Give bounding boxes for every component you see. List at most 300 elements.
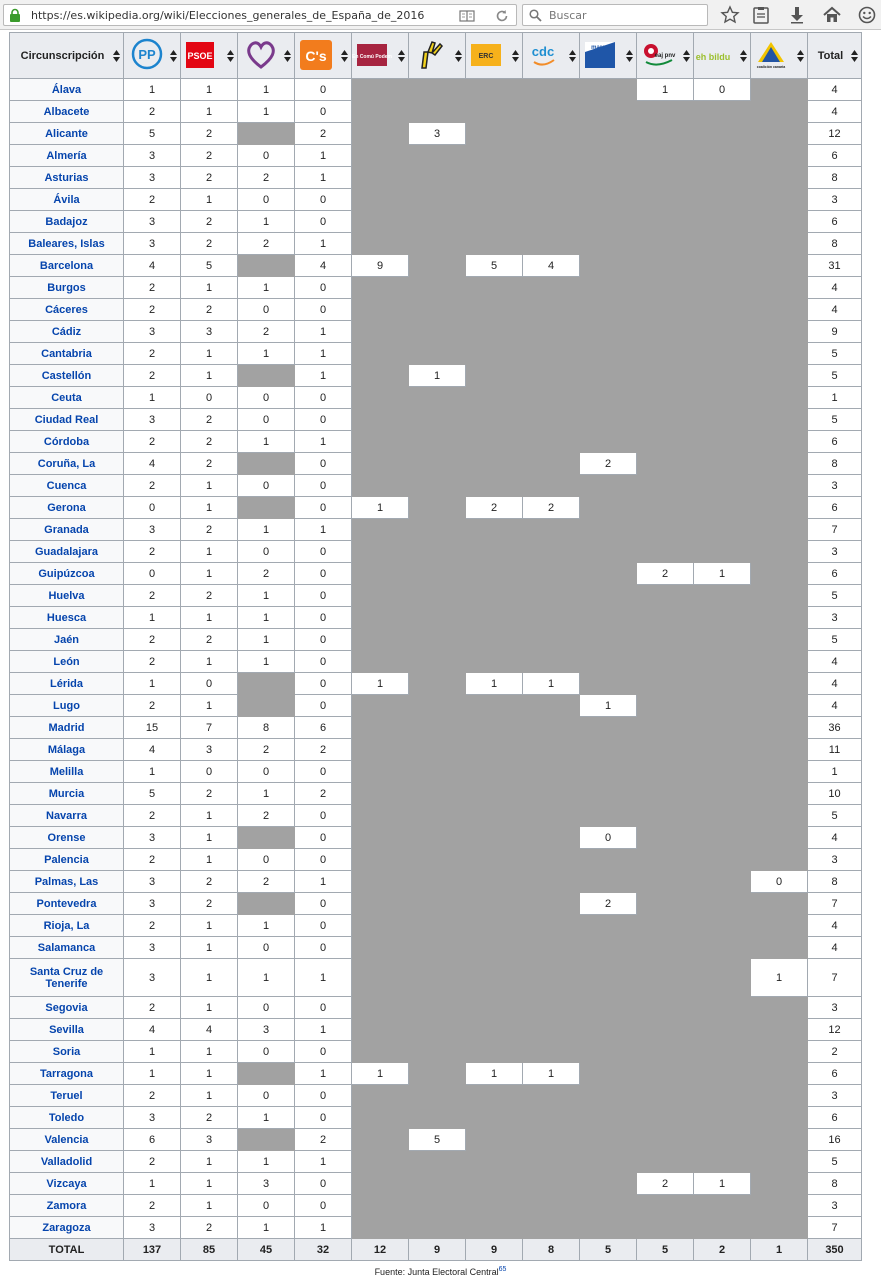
seats-cell-compromis: 3 bbox=[409, 123, 466, 145]
no-candidacy-cell bbox=[466, 849, 523, 871]
seats-cell-podemos: 1 bbox=[238, 585, 295, 607]
sort-arrows-icon[interactable] bbox=[569, 50, 576, 62]
seats-cell-psoe: 7 bbox=[181, 717, 238, 739]
download-icon[interactable] bbox=[787, 5, 807, 25]
no-candidacy-cell bbox=[466, 299, 523, 321]
cdc-logo-text: cdc bbox=[531, 44, 555, 59]
no-candidacy-cell bbox=[637, 651, 694, 673]
constituency-link[interactable]: Jaén bbox=[10, 629, 124, 651]
sort-arrows-icon[interactable] bbox=[227, 50, 234, 62]
header-party-erc[interactable] bbox=[466, 33, 523, 79]
no-candidacy-cell bbox=[409, 343, 466, 365]
no-candidacy-cell bbox=[523, 1085, 580, 1107]
header-party-bildu[interactable] bbox=[694, 33, 751, 79]
header-party-cs[interactable] bbox=[295, 33, 352, 79]
row-total-cell: 4 bbox=[808, 299, 862, 321]
seats-cell-en_comu: 1 bbox=[352, 1063, 409, 1085]
constituency-link[interactable]: Málaga bbox=[10, 739, 124, 761]
constituency-link[interactable]: Valladolid bbox=[10, 1151, 124, 1173]
constituency-link[interactable]: León bbox=[10, 651, 124, 673]
constituency-link[interactable]: Coruña, La bbox=[10, 453, 124, 475]
sort-arrows-icon[interactable] bbox=[512, 50, 519, 62]
header-circunscripcion[interactable] bbox=[10, 33, 124, 79]
constituency-link[interactable]: Cuenca bbox=[10, 475, 124, 497]
seats-cell-cs: 0 bbox=[295, 1041, 352, 1063]
no-candidacy-cell bbox=[466, 607, 523, 629]
no-candidacy-cell bbox=[466, 453, 523, 475]
seats-cell-cs: 0 bbox=[295, 805, 352, 827]
no-candidacy-cell bbox=[409, 997, 466, 1019]
seats-cell-pp: 3 bbox=[124, 321, 181, 343]
no-candidacy-cell bbox=[352, 123, 409, 145]
seats-cell-pp: 2 bbox=[124, 365, 181, 387]
no-candidacy-cell bbox=[409, 1107, 466, 1129]
no-candidacy-cell bbox=[523, 1019, 580, 1041]
constituency-link[interactable]: Álava bbox=[10, 79, 124, 101]
no-candidacy-cell bbox=[409, 563, 466, 585]
seats-cell-psoe: 1 bbox=[181, 607, 238, 629]
seats-cell-pp: 2 bbox=[124, 805, 181, 827]
seats-cell-psoe: 1 bbox=[181, 997, 238, 1019]
constituency-link[interactable]: Navarra bbox=[10, 805, 124, 827]
seats-cell-podemos: 1 bbox=[238, 1107, 295, 1129]
no-candidacy-cell bbox=[352, 79, 409, 101]
sort-arrows-icon[interactable] bbox=[284, 50, 291, 62]
no-candidacy-cell bbox=[409, 387, 466, 409]
no-candidacy-cell bbox=[466, 277, 523, 299]
no-candidacy-cell bbox=[409, 211, 466, 233]
seats-cell-pp: 1 bbox=[124, 673, 181, 695]
no-candidacy-cell bbox=[580, 541, 637, 563]
constituency-link[interactable]: Orense bbox=[10, 827, 124, 849]
no-candidacy-cell bbox=[352, 101, 409, 123]
seats-cell-cs: 1 bbox=[295, 871, 352, 893]
header-party-en_comu[interactable] bbox=[352, 33, 409, 79]
table-row bbox=[10, 1195, 862, 1217]
constituency-link[interactable]: Rioja, La bbox=[10, 915, 124, 937]
seats-cell-cs: 1 bbox=[295, 365, 352, 387]
no-candidacy-cell bbox=[352, 299, 409, 321]
seats-cell-pp: 2 bbox=[124, 541, 181, 563]
no-candidacy-cell bbox=[466, 189, 523, 211]
seats-cell-psoe: 1 bbox=[181, 475, 238, 497]
no-candidacy-cell bbox=[580, 167, 637, 189]
constituency-link[interactable]: Córdoba bbox=[10, 431, 124, 453]
no-candidacy-cell bbox=[409, 321, 466, 343]
no-candidacy-cell bbox=[580, 365, 637, 387]
constituency-link[interactable]: Teruel bbox=[10, 1085, 124, 1107]
row-total-cell: 4 bbox=[808, 673, 862, 695]
no-candidacy-cell bbox=[352, 915, 409, 937]
constituency-link[interactable]: Albacete bbox=[10, 101, 124, 123]
header-party-pnv[interactable] bbox=[637, 33, 694, 79]
no-candidacy-cell bbox=[751, 541, 808, 563]
constituency-link[interactable]: Soria bbox=[10, 1041, 124, 1063]
seats-cell-psoe: 2 bbox=[181, 299, 238, 321]
bildu-logo-icon bbox=[695, 38, 739, 72]
no-candidacy-cell bbox=[580, 761, 637, 783]
table-row bbox=[10, 783, 862, 805]
total-cell-cs: 32 bbox=[295, 1239, 352, 1261]
header-party-marea[interactable] bbox=[580, 33, 637, 79]
sort-arrows-icon[interactable] bbox=[455, 50, 462, 62]
source-ref-link[interactable]: 65 bbox=[498, 1266, 507, 1273]
seats-cell-erc: 1 bbox=[466, 673, 523, 695]
reading-list-icon[interactable] bbox=[751, 5, 771, 25]
constituency-link[interactable]: Ceuta bbox=[10, 387, 124, 409]
no-candidacy-cell bbox=[466, 321, 523, 343]
no-candidacy-cell bbox=[751, 1173, 808, 1195]
seats-cell-pp: 2 bbox=[124, 997, 181, 1019]
no-candidacy-cell bbox=[751, 1041, 808, 1063]
row-total-cell: 6 bbox=[808, 145, 862, 167]
constituency-link[interactable]: Huelva bbox=[10, 585, 124, 607]
constituency-link[interactable]: Ávila bbox=[10, 189, 124, 211]
totals-label: TOTAL bbox=[10, 1239, 124, 1261]
no-candidacy-cell bbox=[751, 849, 808, 871]
constituency-link[interactable]: Ciudad Real bbox=[10, 409, 124, 431]
sort-arrows-icon[interactable] bbox=[683, 50, 690, 62]
no-candidacy-cell bbox=[694, 145, 751, 167]
no-candidacy-cell bbox=[637, 805, 694, 827]
constituency-link[interactable]: Gerona bbox=[10, 497, 124, 519]
no-candidacy-cell bbox=[694, 189, 751, 211]
no-candidacy-cell bbox=[466, 1195, 523, 1217]
no-candidacy-cell bbox=[751, 343, 808, 365]
constituency-link[interactable]: Toledo bbox=[10, 1107, 124, 1129]
reload-icon[interactable] bbox=[494, 8, 510, 24]
seats-cell-pp: 2 bbox=[124, 189, 181, 211]
seats-cell-cs: 2 bbox=[295, 123, 352, 145]
no-candidacy-cell bbox=[352, 453, 409, 475]
no-candidacy-cell bbox=[352, 563, 409, 585]
row-total-cell: 3 bbox=[808, 189, 862, 211]
constituency-link[interactable]: Madrid bbox=[10, 717, 124, 739]
constituency-link[interactable]: Murcia bbox=[10, 783, 124, 805]
seats-cell-psoe: 4 bbox=[181, 1019, 238, 1041]
table-row bbox=[10, 497, 862, 519]
en_comu-logo-text: En Comú Podem bbox=[351, 54, 393, 60]
row-total-cell: 3 bbox=[808, 1195, 862, 1217]
no-candidacy-cell bbox=[751, 277, 808, 299]
seats-cell-psoe: 2 bbox=[181, 1217, 238, 1239]
constituency-link[interactable]: Cáceres bbox=[10, 299, 124, 321]
seats-cell-pp: 2 bbox=[124, 629, 181, 651]
constituency-link[interactable]: Melilla bbox=[10, 761, 124, 783]
no-candidacy-cell bbox=[352, 387, 409, 409]
constituency-link[interactable]: Vizcaya bbox=[10, 1173, 124, 1195]
url-bar[interactable] bbox=[3, 4, 517, 26]
seats-cell-podemos: 2 bbox=[238, 321, 295, 343]
grand-total-cell: 350 bbox=[808, 1239, 862, 1261]
no-candidacy-cell bbox=[694, 387, 751, 409]
no-candidacy-cell bbox=[466, 717, 523, 739]
no-candidacy-cell bbox=[580, 1195, 637, 1217]
constituency-link[interactable]: Almería bbox=[10, 145, 124, 167]
constituency-link[interactable]: Huesca bbox=[10, 607, 124, 629]
row-total-cell: 8 bbox=[808, 167, 862, 189]
seats-cell-marea: 2 bbox=[580, 453, 637, 475]
no-candidacy-cell bbox=[694, 211, 751, 233]
no-candidacy-cell bbox=[580, 585, 637, 607]
constituency-link[interactable]: Lugo bbox=[10, 695, 124, 717]
seats-cell-cs: 0 bbox=[295, 585, 352, 607]
no-candidacy-cell bbox=[466, 1107, 523, 1129]
no-candidacy-cell bbox=[694, 475, 751, 497]
header-total[interactable] bbox=[808, 33, 862, 79]
no-candidacy-cell bbox=[466, 167, 523, 189]
table-row bbox=[10, 1151, 862, 1173]
seats-cell-cs: 1 bbox=[295, 145, 352, 167]
table-row bbox=[10, 167, 862, 189]
no-candidacy-cell bbox=[637, 123, 694, 145]
no-candidacy-cell bbox=[409, 651, 466, 673]
seats-cell-cs: 0 bbox=[295, 893, 352, 915]
constituency-link[interactable]: Asturias bbox=[10, 167, 124, 189]
no-candidacy-cell bbox=[580, 849, 637, 871]
sort-arrows-icon[interactable] bbox=[740, 50, 747, 62]
reader-view-icon[interactable] bbox=[459, 8, 475, 24]
table-row bbox=[10, 739, 862, 761]
erc-logo-icon bbox=[471, 38, 511, 72]
row-total-cell: 4 bbox=[808, 101, 862, 123]
no-candidacy-cell bbox=[580, 321, 637, 343]
row-total-cell: 6 bbox=[808, 431, 862, 453]
constituency-link[interactable]: Santa Cruz de Tenerife bbox=[10, 959, 124, 997]
constituency-link[interactable]: Guipúzcoa bbox=[10, 563, 124, 585]
no-candidacy-cell bbox=[637, 585, 694, 607]
seats-cell-pp: 3 bbox=[124, 167, 181, 189]
seats-cell-psoe: 2 bbox=[181, 893, 238, 915]
no-candidacy-cell bbox=[466, 1019, 523, 1041]
constituency-link[interactable]: Castellón bbox=[10, 365, 124, 387]
no-candidacy-cell bbox=[580, 233, 637, 255]
header-party-cc[interactable] bbox=[751, 33, 808, 79]
no-candidacy-cell bbox=[694, 1217, 751, 1239]
no-candidacy-cell bbox=[466, 563, 523, 585]
sort-arrows-icon[interactable] bbox=[797, 50, 804, 62]
row-total-cell: 3 bbox=[808, 1085, 862, 1107]
sort-arrows-icon[interactable] bbox=[398, 50, 405, 62]
no-candidacy-cell bbox=[694, 893, 751, 915]
seats-cell-pp: 1 bbox=[124, 387, 181, 409]
seats-cell-pp: 5 bbox=[124, 123, 181, 145]
sort-arrows-icon[interactable] bbox=[170, 50, 177, 62]
seats-cell-cs: 1 bbox=[295, 431, 352, 453]
constituency-link[interactable]: Cádiz bbox=[10, 321, 124, 343]
no-candidacy-cell bbox=[580, 629, 637, 651]
no-candidacy-cell bbox=[523, 827, 580, 849]
constituency-link[interactable]: Granada bbox=[10, 519, 124, 541]
no-candidacy-cell bbox=[637, 167, 694, 189]
no-candidacy-cell bbox=[352, 629, 409, 651]
seats-cell-podemos: 8 bbox=[238, 717, 295, 739]
no-candidacy-cell bbox=[523, 997, 580, 1019]
erc-logo-text: ERC bbox=[478, 53, 494, 60]
seats-cell-psoe: 1 bbox=[181, 827, 238, 849]
no-candidacy-cell bbox=[352, 1019, 409, 1041]
no-candidacy-cell bbox=[523, 871, 580, 893]
constituency-link[interactable]: Badajoz bbox=[10, 211, 124, 233]
constituency-link[interactable]: Palencia bbox=[10, 849, 124, 871]
no-candidacy-cell bbox=[751, 431, 808, 453]
seats-cell-pp: 0 bbox=[124, 563, 181, 585]
constituency-link[interactable]: Zamora bbox=[10, 1195, 124, 1217]
seats-cell-cs: 1 bbox=[295, 1063, 352, 1085]
seats-cell-psoe: 1 bbox=[181, 1173, 238, 1195]
no-candidacy-cell bbox=[409, 915, 466, 937]
seats-cell-podemos: 0 bbox=[238, 299, 295, 321]
no-candidacy-cell bbox=[694, 343, 751, 365]
seats-cell-cs: 0 bbox=[295, 849, 352, 871]
seats-cell-psoe: 1 bbox=[181, 277, 238, 299]
table-row bbox=[10, 1063, 862, 1085]
table-row bbox=[10, 959, 862, 997]
no-candidacy-cell bbox=[580, 211, 637, 233]
seats-cell-cs: 0 bbox=[295, 475, 352, 497]
constituency-link[interactable]: Baleares, Islas bbox=[10, 233, 124, 255]
no-candidacy-cell bbox=[694, 167, 751, 189]
no-candidacy-cell bbox=[751, 211, 808, 233]
seats-cell-pp: 15 bbox=[124, 717, 181, 739]
seats-cell-cc: 0 bbox=[751, 871, 808, 893]
no-candidacy-cell bbox=[637, 849, 694, 871]
seats-cell-cs: 0 bbox=[295, 997, 352, 1019]
table-row bbox=[10, 585, 862, 607]
constituency-link[interactable]: Lérida bbox=[10, 673, 124, 695]
seats-cell-podemos: 1 bbox=[238, 959, 295, 997]
total-cell-erc: 9 bbox=[466, 1239, 523, 1261]
row-total-cell: 6 bbox=[808, 563, 862, 585]
row-total-cell: 9 bbox=[808, 321, 862, 343]
no-candidacy-cell bbox=[523, 607, 580, 629]
no-candidacy-cell bbox=[466, 1217, 523, 1239]
row-total-cell: 16 bbox=[808, 1129, 862, 1151]
seats-cell-cs: 1 bbox=[295, 343, 352, 365]
sort-arrows-icon[interactable] bbox=[851, 50, 858, 62]
no-candidacy-cell bbox=[751, 651, 808, 673]
smiley-icon[interactable] bbox=[857, 5, 877, 25]
no-candidacy-cell bbox=[409, 673, 466, 695]
seats-cell-cs: 0 bbox=[295, 79, 352, 101]
home-icon[interactable] bbox=[822, 5, 842, 25]
seats-cell-cs: 0 bbox=[295, 1195, 352, 1217]
no-candidacy-cell bbox=[637, 497, 694, 519]
no-candidacy-cell bbox=[751, 519, 808, 541]
no-candidacy-cell bbox=[694, 1063, 751, 1085]
no-candidacy-cell bbox=[580, 299, 637, 321]
seats-cell-podemos: 3 bbox=[238, 1173, 295, 1195]
constituency-link[interactable]: Alicante bbox=[10, 123, 124, 145]
constituency-link[interactable]: Zaragoza bbox=[10, 1217, 124, 1239]
seats-cell-compromis: 1 bbox=[409, 365, 466, 387]
seats-cell-psoe: 1 bbox=[181, 365, 238, 387]
table-row bbox=[10, 1085, 862, 1107]
table-row bbox=[10, 695, 862, 717]
no-candidacy-cell bbox=[694, 651, 751, 673]
constituency-link[interactable]: Cantabria bbox=[10, 343, 124, 365]
total-cell-pp: 137 bbox=[124, 1239, 181, 1261]
sort-arrows-icon[interactable] bbox=[341, 50, 348, 62]
constituency-link[interactable]: Salamanca bbox=[10, 937, 124, 959]
header-party-psoe[interactable] bbox=[181, 33, 238, 79]
table-row bbox=[10, 1019, 862, 1041]
no-candidacy-cell bbox=[352, 519, 409, 541]
seats-cell-psoe: 1 bbox=[181, 1041, 238, 1063]
seats-cell-erc: 2 bbox=[466, 497, 523, 519]
no-candidacy-cell bbox=[523, 959, 580, 997]
constituency-link[interactable]: Barcelona bbox=[10, 255, 124, 277]
no-candidacy-cell bbox=[466, 101, 523, 123]
header-party-compromis[interactable] bbox=[409, 33, 466, 79]
no-candidacy-cell bbox=[409, 717, 466, 739]
header-party-podemos[interactable] bbox=[238, 33, 295, 79]
constituency-link[interactable]: Guadalajara bbox=[10, 541, 124, 563]
no-candidacy-cell bbox=[352, 695, 409, 717]
seats-cell-podemos: 0 bbox=[238, 997, 295, 1019]
search-bar[interactable] bbox=[522, 4, 708, 26]
no-candidacy-cell bbox=[694, 1041, 751, 1063]
no-candidacy-cell bbox=[352, 893, 409, 915]
row-total-cell: 11 bbox=[808, 739, 862, 761]
constituency-link[interactable]: Burgos bbox=[10, 277, 124, 299]
table-row bbox=[10, 607, 862, 629]
constituency-link[interactable]: Sevilla bbox=[10, 1019, 124, 1041]
seats-cell-pp: 2 bbox=[124, 299, 181, 321]
constituency-link[interactable]: Segovia bbox=[10, 997, 124, 1019]
seats-cell-podemos: 1 bbox=[238, 651, 295, 673]
table-row bbox=[10, 409, 862, 431]
header-party-pp[interactable] bbox=[124, 33, 181, 79]
constituency-link[interactable]: Valencia bbox=[10, 1129, 124, 1151]
header-party-cdc[interactable] bbox=[523, 33, 580, 79]
seats-cell-podemos: 0 bbox=[238, 541, 295, 563]
row-total-cell: 12 bbox=[808, 1019, 862, 1041]
seats-cell-pp: 3 bbox=[124, 233, 181, 255]
no-candidacy-cell bbox=[637, 233, 694, 255]
bookmark-star-icon[interactable] bbox=[720, 5, 740, 25]
no-candidacy-cell bbox=[523, 1195, 580, 1217]
seats-cell-psoe: 1 bbox=[181, 1195, 238, 1217]
no-candidacy-cell bbox=[751, 607, 808, 629]
seats-cell-cs: 0 bbox=[295, 937, 352, 959]
seats-cell-pp: 2 bbox=[124, 651, 181, 673]
no-candidacy-cell bbox=[751, 409, 808, 431]
sort-arrows-icon[interactable] bbox=[113, 50, 120, 62]
seats-cell-psoe: 0 bbox=[181, 673, 238, 695]
no-candidacy-cell bbox=[523, 1217, 580, 1239]
constituency-link[interactable]: Palmas, Las bbox=[10, 871, 124, 893]
seats-cell-pp: 3 bbox=[124, 1217, 181, 1239]
table-row bbox=[10, 321, 862, 343]
seats-cell-cs: 0 bbox=[295, 453, 352, 475]
no-candidacy-cell bbox=[466, 937, 523, 959]
no-candidacy-cell bbox=[580, 673, 637, 695]
no-candidacy-cell bbox=[523, 629, 580, 651]
no-candidacy-cell bbox=[694, 585, 751, 607]
row-total-cell: 3 bbox=[808, 607, 862, 629]
constituency-link[interactable]: Pontevedra bbox=[10, 893, 124, 915]
no-candidacy-cell bbox=[466, 783, 523, 805]
no-candidacy-cell bbox=[409, 497, 466, 519]
constituency-link[interactable]: Tarragona bbox=[10, 1063, 124, 1085]
seats-cell-psoe: 1 bbox=[181, 915, 238, 937]
table-row bbox=[10, 1041, 862, 1063]
no-candidacy-cell bbox=[409, 541, 466, 563]
sort-arrows-icon[interactable] bbox=[626, 50, 633, 62]
no-candidacy-cell bbox=[637, 997, 694, 1019]
seats-cell-cs: 0 bbox=[295, 673, 352, 695]
